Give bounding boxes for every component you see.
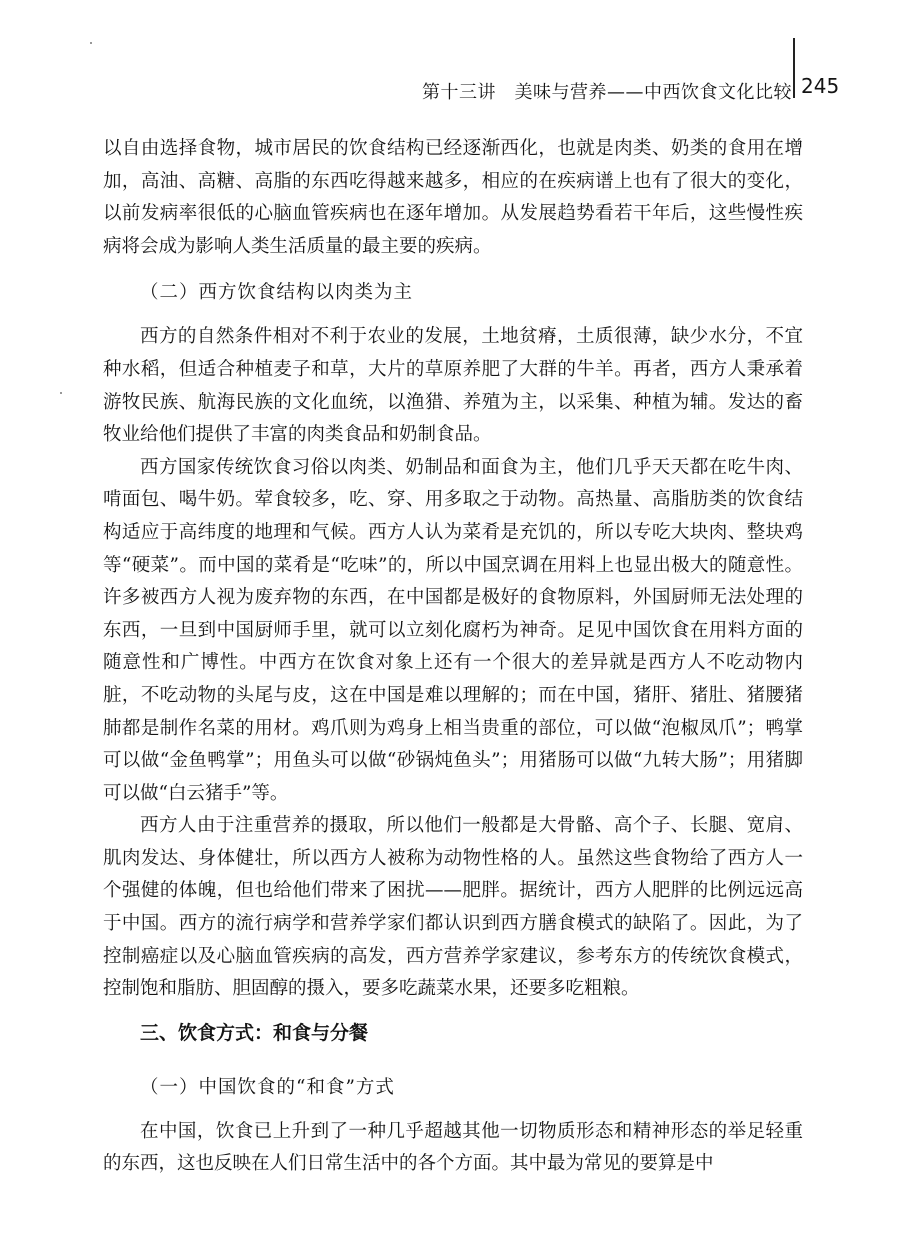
paragraph: 在中国，饮食已上升到了一种几乎超越其他一切物质形态和精神形态的举足轻重的东西，这也反映在人们日常生活中的各个方面。其中最为常见的要算是中 (103, 1120, 803, 1175)
running-header (0, 72, 900, 104)
paragraph: 西方的自然条件相对不利于农业的发展，土地贫瘠，土质很薄，缺少水分，不宜种水稻，但适合种植麦子和草，大片的草原养肥了大群的牛羊。再者，西方人秉承着游牧民族、航海民族的文化血统，以渔猎、养殖为主，以采集、种植为辅。发达的畜牧业给他们提供了丰富的肉类食品和奶制食品。 (103, 326, 803, 446)
section-heading: 三、饮食方式：和食与分餐 (140, 1021, 369, 1044)
chapter-title: 第十三讲 美味与营养——中西饮食文化比较 (422, 82, 792, 103)
paragraph: 西方国家传统饮食习俗以肉类、奶制品和面食为主，他们几乎天天都在吃牛肉、啃面包、喝牛奶。荤食较多，吃、穿、用多取之于动物。高热量、高脂肪类的饮食结构适应于高纬度的地理和气候。西方人认为菜肴是充饥的，所以专吃大块肉、整块鸡等“硬菜”。而中国的菜肴是“吃味”的，所以中国烹调在用料上也显出极大的随意性。许多被西方人视为废弃物的东西，在中国都是极好的食物原料，外国厨师无法处理的东西，一旦到中国厨师手里，就可以立刻化腐朽为神奇。足见中国饮食在用料方面的随意性和广博性。中西方在饮食对象上还有一个很大的差异就是西方人不吃动物内脏，不吃动物的头尾与皮，这在中国是难以理解的；而在中国，猪肝、猪肚、猪腰猪肺都是制作名菜的用材。鸡爪则为鸡身上相当贵重的部位，可以做“泡椒凤爪”；鸭掌可以做“金鱼鸭掌”；用鱼头可以做“砂锅炖鱼头”；用猪肠可以做“九转大肠”；用猪脚可以做“白云猪手”等。 (103, 456, 803, 804)
page-number: 245 (801, 74, 840, 98)
paragraph-continued: 以自由选择食物，城市居民的饮食结构已经逐渐西化，也就是肉类、奶类的食用在增加，高油、高糖、高脂的东西吃得越来越多，相应的在疾病谱上也有了很大的变化，以前发病率很低的心脑血管疾病也在逐年增加。从发展趋势看若干年后，这些慢性疾病将会成为影响人类生活质量的最主要的疾病。 (103, 138, 803, 257)
header-divider (793, 38, 795, 98)
paragraph: 西方人由于注重营养的摄取，所以他们一般都是大骨骼、高个子、长腿、宽肩、肌肉发达、身体健壮，所以西方人被称为动物性格的人。虽然这些食物给了西方人一个强健的体魄，但也给他们带来了困扰——肥胖。据统计，西方人肥胖的比例远远高于中国。西方的流行病学和营养学家们都认识到西方膳食模式的缺陷了。因此，为了控制癌症以及心脑血管疾病的高发，西方营养学家建议，参考东方的传统饮食模式，控制饱和脂肪、胆固醇的摄入，要多吃蔬菜水果，还要多吃粗粮。 (103, 815, 803, 1000)
body-text (103, 133, 803, 1181)
subsection-heading: （一）中国饮食的“和食”方式 (140, 1076, 395, 1098)
scan-speck (90, 42, 92, 44)
scan-speck (60, 392, 62, 394)
subsection-heading: （二）西方饮食结构以肉类为主 (140, 282, 414, 304)
